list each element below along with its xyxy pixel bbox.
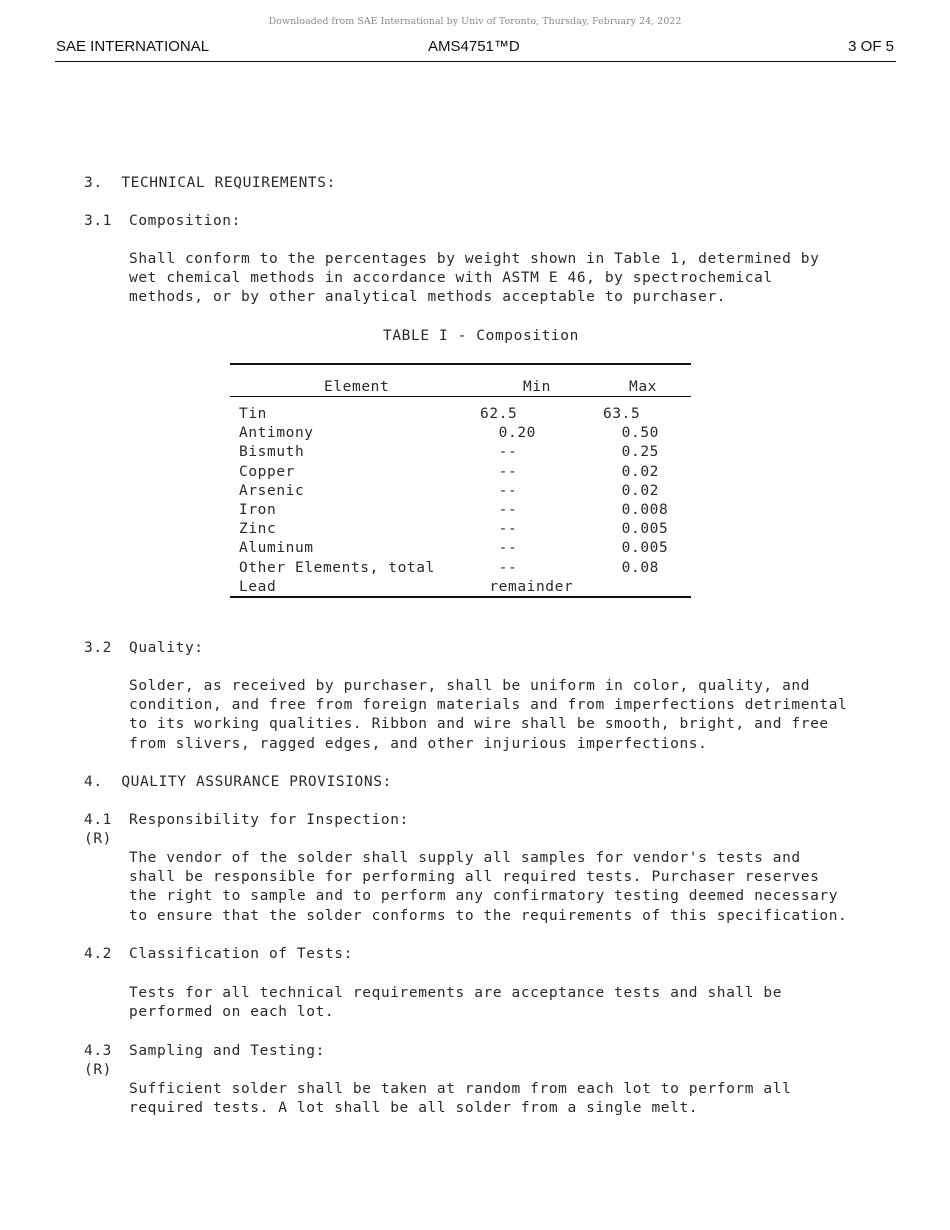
body-line: shall be responsible for performing all required tests. Purchaser reserves (129, 869, 820, 886)
section-3-2-number: 3.2 (84, 640, 112, 656)
table-cell: Iron (239, 502, 277, 519)
section-4-1-title: Responsibility for Inspection: (129, 812, 409, 828)
table-cell: Antimony (239, 425, 314, 442)
section-4-heading: 4. QUALITY ASSURANCE PROVISIONS: (84, 774, 392, 790)
section-3-1-body (129, 250, 819, 308)
body-line: wet chemical methods in accordance with ASTM E 46, by spectrochemical (129, 270, 773, 287)
table-cell: Zinc (239, 521, 277, 538)
body-line: from slivers, ragged edges, and other injurious imperfections. (129, 735, 708, 752)
table-cell: 0.02 (603, 463, 659, 480)
body-line: condition, and free from foreign materials and from imperfections detrimental (129, 697, 848, 714)
body-line: to its working qualities. Ribbon and wire shall be smooth, bright, and free (129, 716, 829, 733)
table-cell: -- (480, 502, 518, 519)
body-line: Solder, as received by purchaser, shall be uniform in color, quality, and (129, 678, 811, 694)
section-3-2-body (129, 677, 847, 754)
table-cell: 62.5 (480, 406, 518, 422)
table-cell: 0.02 (603, 482, 659, 499)
table-cell: remainder (480, 578, 574, 595)
table-cell: Tin (239, 406, 267, 422)
table-cell: Aluminum (239, 540, 314, 557)
section-4-2-title: Classification of Tests: (129, 946, 353, 962)
table-cell: 0.008 (603, 502, 669, 519)
table-cell: Lead (239, 578, 277, 595)
section-3-2-title: Quality: (129, 640, 204, 656)
table-cell: 63.5 (603, 406, 641, 422)
section-4-2-body (129, 984, 782, 1022)
body-line: methods, or by other analytical methods acceptable to purchaser. (129, 289, 727, 306)
body-line: Tests for all technical requirements are acceptance tests and shall be (129, 985, 783, 1001)
table-caption: TABLE I - Composition (383, 328, 579, 344)
section-4-3-title: Sampling and Testing: (129, 1043, 325, 1059)
table-cell: 0.005 (603, 521, 669, 538)
table-body (239, 405, 689, 597)
body-line: to ensure that the solder conforms to the requirements of this specification. (129, 907, 848, 924)
section-3-heading: 3. TECHNICAL REQUIREMENTS: (84, 175, 336, 191)
table-cell: 0.20 (480, 425, 536, 442)
body-line: Sufficient solder shall be taken at random from each lot to perform all (129, 1081, 792, 1097)
table-header-min: Min (523, 379, 551, 395)
table-cell: 0.08 (603, 559, 659, 576)
section-4-3-body (129, 1080, 791, 1118)
table-cell: -- (480, 540, 518, 557)
table-cell: Copper (239, 463, 295, 480)
section-4-2-number: 4.2 (84, 946, 112, 962)
section-4-1-number: 4.1 (84, 812, 112, 828)
header-doc-number: AMS4751™D (428, 38, 520, 55)
section-4-3-number: 4.3 (84, 1043, 112, 1059)
table-cell: Bismuth (239, 444, 305, 461)
header-rule (55, 61, 896, 62)
table-cell: -- (480, 463, 518, 480)
table-column-max (603, 405, 668, 578)
table-header-rule (230, 396, 691, 397)
table-bottom-rule (230, 596, 691, 598)
table-cell: 0.25 (603, 444, 659, 461)
section-4-1-revision-mark: (R) (84, 831, 112, 847)
body-line: Shall conform to the percentages by weight shown in Table 1, determined by (129, 251, 820, 267)
table-header-max: Max (629, 379, 657, 395)
table-cell: Arsenic (239, 482, 305, 499)
table-top-rule (230, 363, 691, 365)
table-cell: -- (480, 444, 518, 461)
table-cell: -- (480, 521, 518, 538)
download-notice: Downloaded from SAE International by Univ of Toronto, Thursday, February 24, 2022 (268, 16, 682, 27)
body-line: The vendor of the solder shall supply all samples for vendor's tests and (129, 850, 801, 866)
body-line: required tests. A lot shall be all solder from a single melt. (129, 1100, 699, 1117)
section-4-1-body (129, 849, 847, 926)
table-column-element (239, 405, 435, 597)
section-4-3-revision-mark: (R) (84, 1062, 112, 1078)
section-3-1-number: 3.1 (84, 213, 112, 229)
header-publisher: SAE INTERNATIONAL (56, 38, 210, 55)
section-3-1-title: Composition: (129, 213, 241, 229)
table-cell: -- (480, 482, 518, 499)
table-cell: 0.50 (603, 425, 659, 442)
table-column-min (480, 405, 573, 597)
body-line: the right to sample and to perform any confirmatory testing deemed necessary (129, 888, 839, 905)
table-cell: 0.005 (603, 540, 669, 557)
body-line: performed on each lot. (129, 1004, 335, 1021)
header-page-number: 3 OF 5 (848, 38, 894, 55)
table-header-element: Element (324, 379, 390, 395)
table-cell: Other Elements, total (239, 559, 435, 576)
table-cell: -- (480, 559, 518, 576)
